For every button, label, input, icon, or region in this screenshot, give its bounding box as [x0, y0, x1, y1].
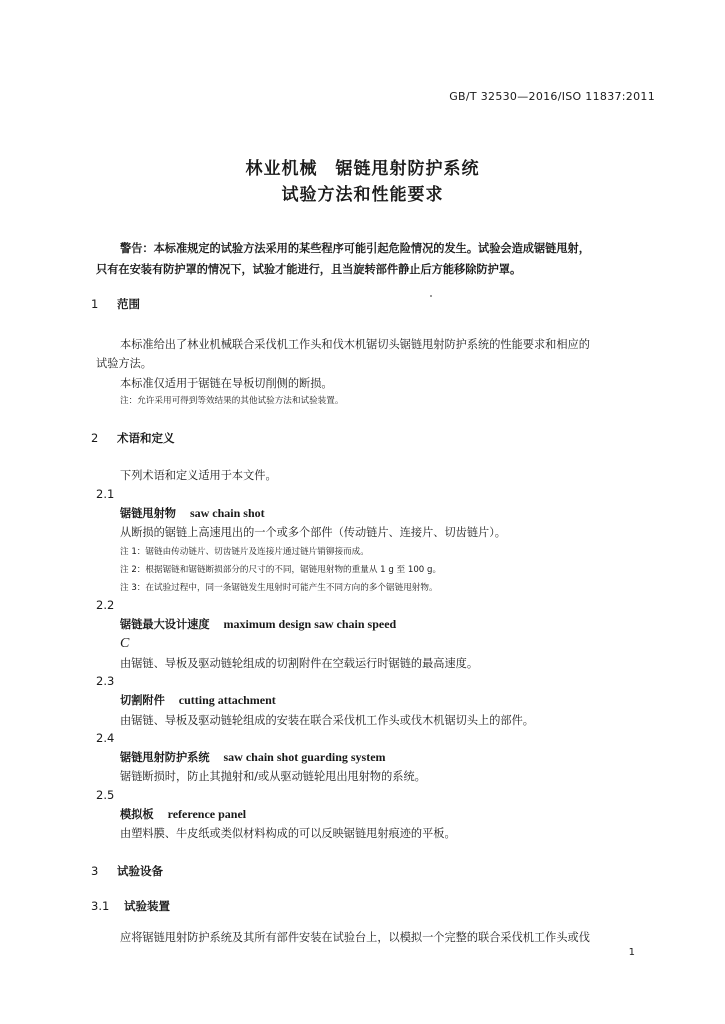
term-heading — [120, 505, 265, 521]
document-title-line2: 试验方法和性能要求 — [281, 185, 444, 205]
term-zh: 锯链甩射防护系统 — [120, 751, 210, 764]
page-number: 1 — [628, 947, 635, 958]
section-3-number: 3 — [91, 864, 99, 878]
term-note: 注 3：在试验过程中，同一条锯链发生甩射时可能产生不同方向的多个锯链甩射物。 — [120, 583, 438, 593]
term-definition: 锯链断损时，防止其抛射和/或从驱动链轮甩出甩射物的系统。 — [120, 770, 426, 783]
term-number: 2.1 — [96, 487, 115, 501]
section-1-title: 范围 — [117, 297, 140, 311]
section-1-paragraph-line2: 试验方法。 — [96, 357, 152, 370]
term-note: 注 2：根据锯链和锯链断损部分的尺寸的不同，锯链甩射物的重量从 1 g 至 100 g。 — [120, 565, 442, 575]
section-1-note: 注：允许采用可得到等效结果的其他试验方法和试验装置。 — [120, 396, 344, 406]
section-3-1-heading — [91, 898, 170, 914]
term-en: saw chain shot guarding system — [223, 750, 386, 764]
term-en: saw chain shot — [189, 506, 265, 520]
section-1-number: 1 — [91, 297, 99, 311]
term-number: 2.4 — [96, 731, 115, 745]
term-definition: 由锯链、导板及驱动链轮组成的安装在联合采伐机工作头或伐木机锯切头上的部件。 — [120, 714, 534, 727]
section-1-paragraph-line1: 本标准给出了林业机械联合采伐机工作头和伐木机锯切头锯链甩射防护系统的性能要求和相应的 — [120, 338, 590, 351]
term-heading — [120, 692, 276, 708]
term-zh: 锯链甩射物 — [120, 507, 176, 520]
section-2-heading — [91, 430, 175, 446]
term-en: maximum design saw chain speed — [223, 617, 397, 631]
section-3-1-title: 试验装置 — [124, 899, 170, 913]
term-en: reference panel — [167, 807, 247, 821]
term-zh: 切割附件 — [120, 694, 165, 707]
section-2-intro: 下列术语和定义适用于本文件。 — [120, 469, 277, 482]
section-3-title: 试验设备 — [117, 864, 163, 878]
term-zh: 锯链最大设计速度 — [120, 618, 210, 631]
section-2-title: 术语和定义 — [117, 431, 175, 445]
scan-speck — [430, 295, 432, 297]
term-number: 2.2 — [96, 598, 115, 612]
section-1-heading — [91, 296, 140, 312]
section-3-heading — [91, 863, 163, 879]
section-2-number: 2 — [91, 431, 99, 445]
warning-line2: 只有在安装有防护罩的情况下，试验才能进行，且当旋转部件静止后方能移除防护罩。 — [96, 263, 522, 276]
section-3-1-paragraph: 应将锯链甩射防护系统及其所有部件安装在试验台上，以模拟一个完整的联合采伐机工作头或伐 — [120, 931, 590, 944]
term-number: 2.3 — [96, 674, 115, 688]
term-symbol: C — [120, 636, 130, 651]
term-en: cutting attachment — [178, 693, 276, 707]
term-heading — [120, 616, 396, 632]
term-definition: 从断损的锯链上高速甩出的一个或多个部件（传动链片、连接片、切齿链片）。 — [120, 526, 506, 539]
section-3-1-number: 3.1 — [91, 899, 110, 913]
term-note: 注 1：锯链由传动链片、切齿链片及连接片通过链片销铆接而成。 — [120, 547, 369, 557]
term-number: 2.5 — [96, 788, 115, 802]
term-definition: 由塑料膜、牛皮纸或类似材料构成的可以反映锯链甩射痕迹的平板。 — [120, 827, 456, 840]
document-title-line1: 林业机械 锯链甩射防护系统 — [245, 159, 480, 179]
term-definition: 由锯链、导板及驱动链轮组成的切割附件在空载运行时锯链的最高速度。 — [120, 657, 479, 670]
warning-line1: 警告：本标准规定的试验方法采用的某些程序可能引起危险情况的发生。试验会造成锯链甩射， — [120, 242, 590, 255]
section-1-paragraph-2: 本标准仅适用于锯链在导板切削侧的断损。 — [120, 377, 333, 390]
term-zh: 模拟板 — [120, 808, 154, 821]
term-heading — [120, 806, 246, 822]
term-heading — [120, 749, 386, 765]
standard-code: GB/T 32530—2016/ISO 11837:2011 — [449, 90, 655, 103]
